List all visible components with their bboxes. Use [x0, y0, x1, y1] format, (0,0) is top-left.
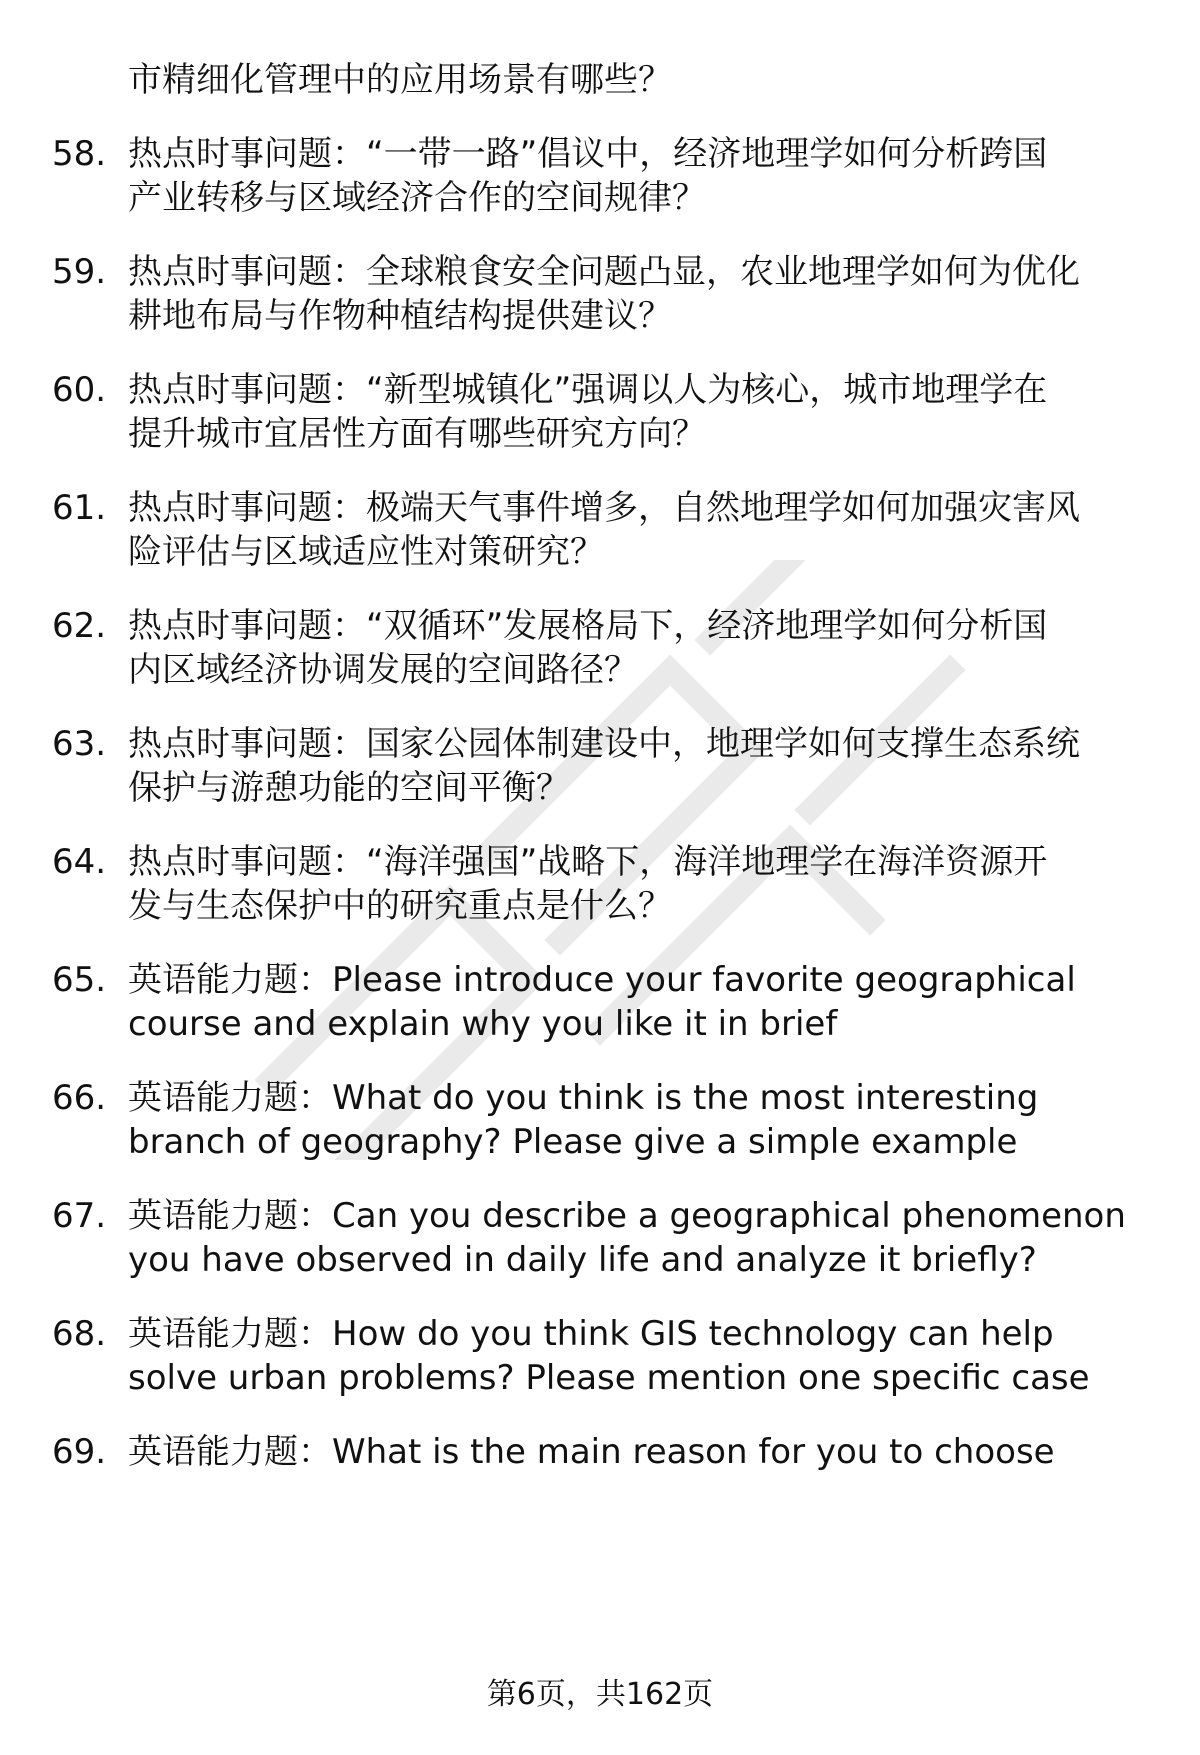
question-number: 59. — [52, 252, 107, 292]
question-number: 65. — [52, 960, 107, 1000]
question-text-line: 热点时事问题：全球粮食安全问题凸显，农业地理学如何为优化 — [128, 252, 1080, 292]
carry-over-text: 市精细化管理中的应用场景有哪些？ — [128, 60, 672, 100]
question-text-line: 英语能力题：Please introduce your favorite geographical — [128, 960, 1076, 1000]
question-text-line: 热点时事问题：国家公园体制建设中，地理学如何支撑生态系统 — [128, 724, 1080, 764]
question-text-line: 英语能力题：What is the main reason for you to choose — [128, 1432, 1055, 1472]
question-text-line: 内区域经济协调发展的空间路径？ — [128, 650, 638, 690]
question-number: 64. — [52, 842, 107, 882]
question-text-line: you have observed in daily life and analyze it briefly? — [128, 1240, 1037, 1280]
question-number: 68. — [52, 1314, 107, 1354]
question-text-line: 英语能力题：Can you describe a geographical phenomenon — [128, 1196, 1126, 1236]
question-text-line: 热点时事问题：“一带一路”倡议中，经济地理学如何分析跨国 — [128, 134, 1048, 174]
question-text-line: 提升城市宜居性方面有哪些研究方向？ — [128, 414, 706, 454]
question-text-line: 发与生态保护中的研究重点是什么？ — [128, 886, 672, 926]
question-text-line: 热点时事问题：“海洋强国”战略下，海洋地理学在海洋资源开 — [128, 842, 1048, 882]
question-number: 67. — [52, 1196, 107, 1236]
question-text-line: course and explain why you like it in brief — [128, 1004, 838, 1044]
question-number: 62. — [52, 606, 107, 646]
question-text-line: 耕地布局与作物种植结构提供建议？ — [128, 296, 672, 336]
question-text-line: 英语能力题：What do you think is the most interesting — [128, 1078, 1039, 1118]
question-text-line: 产业转移与区域经济合作的空间规律？ — [128, 178, 706, 218]
question-number: 66. — [52, 1078, 107, 1118]
question-text-line: 险评估与区域适应性对策研究？ — [128, 532, 604, 572]
question-number: 60. — [52, 370, 107, 410]
question-text-line: 热点时事问题：极端天气事件增多，自然地理学如何加强灾害风 — [128, 488, 1080, 528]
question-number: 61. — [52, 488, 107, 528]
question-text-line: 英语能力题：How do you think GIS technology can help — [128, 1314, 1054, 1354]
page-footer: 第6页，共162页 — [486, 1677, 714, 1712]
question-number: 58. — [52, 134, 107, 174]
question-text-line: solve urban problems? Please mention one specific case — [128, 1358, 1090, 1398]
question-number: 63. — [52, 724, 107, 764]
question-text-line: 保护与游憩功能的空间平衡？ — [128, 768, 570, 808]
question-text-line: 热点时事问题：“新型城镇化”强调以人为核心，城市地理学在 — [128, 370, 1048, 410]
question-number: 69. — [52, 1432, 107, 1472]
question-text-line: 热点时事问题：“双循环”发展格局下，经济地理学如何分析国 — [128, 606, 1048, 646]
question-text-line: branch of geography? Please give a simple example — [128, 1122, 1018, 1162]
